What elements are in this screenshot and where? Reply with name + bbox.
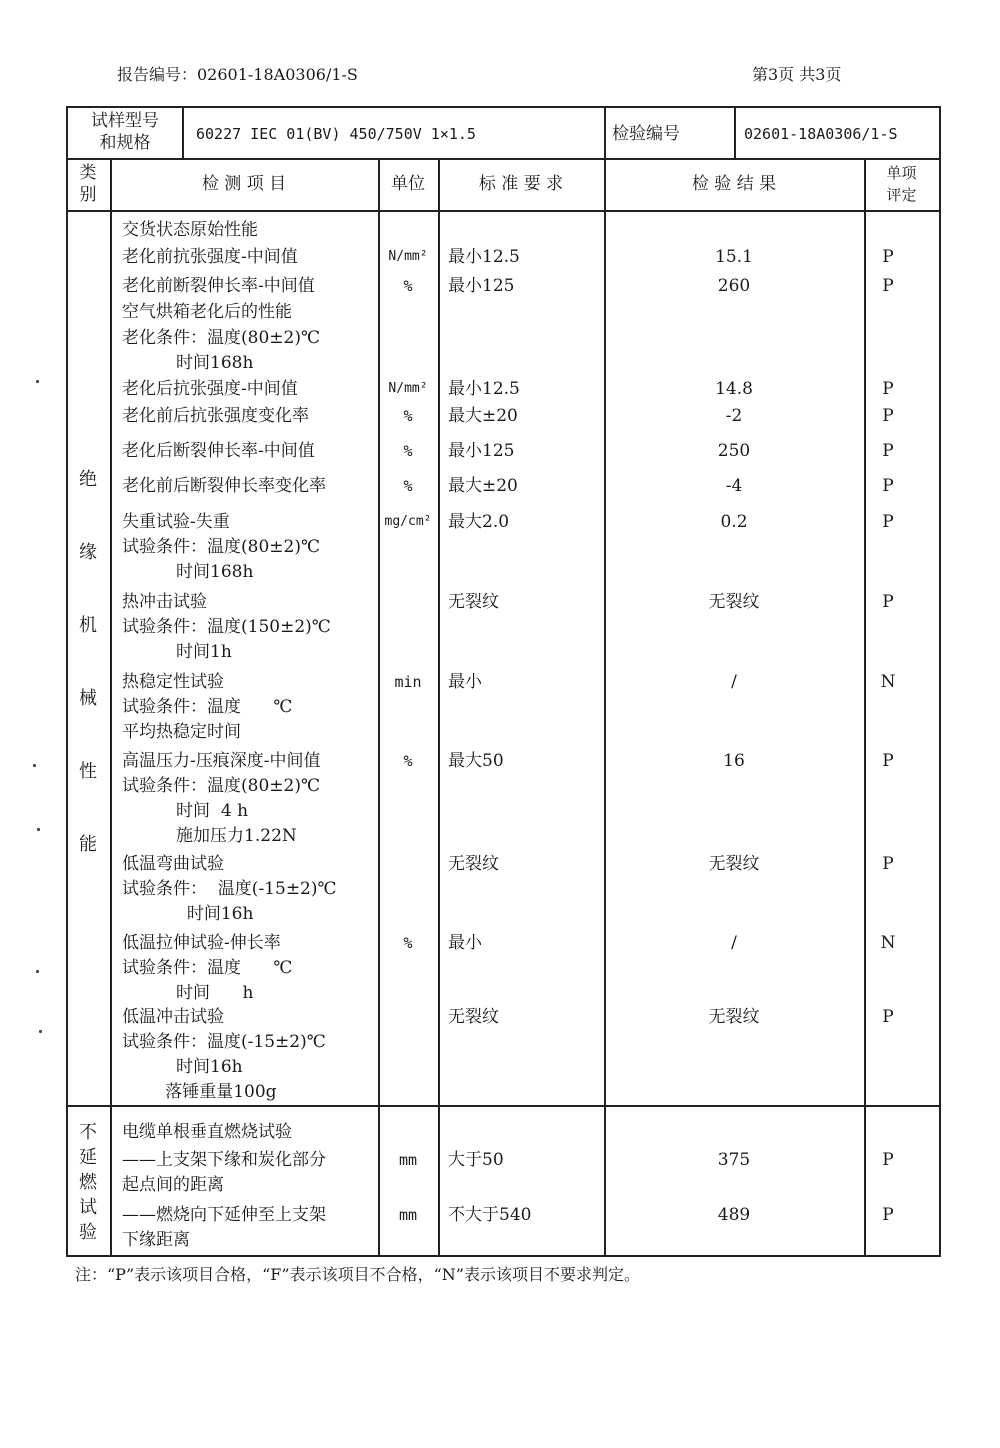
table-rule xyxy=(378,158,380,1255)
header-unit: 单位 xyxy=(391,174,425,194)
row-standard: 无裂纹 xyxy=(448,592,499,612)
row-item: ——上支架下缘和炭化部分 xyxy=(122,1150,326,1170)
row-result: 375 xyxy=(717,1150,751,1170)
table-rule xyxy=(864,158,866,1255)
row-standard: 最小125 xyxy=(448,441,515,461)
scan-speck xyxy=(39,1030,42,1033)
row-unit: % xyxy=(403,442,413,460)
row-item: 施加压力1.22N xyxy=(122,826,297,846)
row-result: / xyxy=(731,672,737,692)
row-unit: mm xyxy=(398,1151,418,1169)
row-item: 时间 h xyxy=(122,983,254,1003)
row-item: 时间 4 h xyxy=(122,801,249,821)
group-flame-retardant: 不 延 燃 试 验 xyxy=(79,1122,97,1243)
table-border-top xyxy=(66,106,939,108)
row-unit: mm xyxy=(398,1206,418,1224)
row-result: -2 xyxy=(725,406,743,426)
row-verdict: P xyxy=(882,276,894,296)
report-number: 报告编号：02601-18A0306/1-S xyxy=(117,65,358,84)
row-item: 试验条件：温度(150±2)℃ xyxy=(122,617,331,637)
row-item: 老化后断裂伸长率-中间值 xyxy=(122,441,315,461)
row-verdict: P xyxy=(882,1150,894,1170)
row-verdict: P xyxy=(882,751,894,771)
row-item: 平均热稳定时间 xyxy=(122,722,241,742)
row-result: / xyxy=(731,933,737,953)
row-standard: 大于50 xyxy=(448,1150,504,1170)
row-item: 空气烘箱老化后的性能 xyxy=(122,302,292,322)
note: 注：“P”表示该项目合格，“F”表示该项目不合格，“N”表示该项目不要求判定。 xyxy=(75,1265,640,1284)
table-border-bottom xyxy=(66,1255,939,1257)
row-item: 试验条件：温度 ℃ xyxy=(122,697,293,717)
header-verdict: 单项 评定 xyxy=(886,164,917,204)
row-standard: 最小12.5 xyxy=(448,247,520,267)
row-item: 下缘距离 xyxy=(122,1230,190,1250)
row-item: 老化前后断裂伸长率变化率 xyxy=(122,476,326,496)
row-result: 无裂纹 xyxy=(708,854,760,874)
group-insulation-mechanical: 绝 缘 机 械 性 能 xyxy=(79,469,97,855)
row-item: 时间168h xyxy=(122,353,254,373)
row-item: 老化条件：温度(80±2)℃ xyxy=(122,328,320,348)
row-result: 15.1 xyxy=(715,247,753,267)
row-item: 老化前断裂伸长率-中间值 xyxy=(122,276,315,296)
row-result: -4 xyxy=(725,476,743,496)
row-item: 热稳定性试验 xyxy=(122,672,224,692)
row-item: 试验条件： 温度(-15±2)℃ xyxy=(122,879,337,899)
row-verdict: P xyxy=(882,1205,894,1225)
row-item: 落锤重量100g xyxy=(122,1082,277,1102)
row-verdict: P xyxy=(882,854,894,874)
row-standard: 最大±20 xyxy=(448,406,518,426)
row-unit: % xyxy=(403,934,413,952)
row-item: 老化前抗张强度-中间值 xyxy=(122,247,298,267)
model-label: 试样型号 和规格 xyxy=(91,111,159,153)
table-rule xyxy=(182,106,184,158)
row-item: 电缆单根垂直燃烧试验 xyxy=(122,1122,292,1142)
page-indicator: 第3页 共3页 xyxy=(752,65,842,84)
row-standard: 最大±20 xyxy=(448,476,518,496)
row-result: 16 xyxy=(723,751,745,771)
row-unit: % xyxy=(403,407,413,425)
table-rule xyxy=(438,158,440,1255)
row-item: 时间168h xyxy=(122,562,254,582)
inspection-no-label: 检验编号 xyxy=(612,124,680,144)
row-standard: 不大于540 xyxy=(448,1205,532,1225)
row-result: 无裂纹 xyxy=(708,592,760,612)
table-rule xyxy=(66,210,939,212)
row-standard: 最小 xyxy=(448,672,482,692)
table-rule xyxy=(604,158,606,1255)
row-verdict: N xyxy=(880,672,896,692)
row-verdict: N xyxy=(880,933,896,953)
row-result: 0.2 xyxy=(720,512,748,532)
table-rule xyxy=(66,1105,939,1107)
row-item: 交货状态原始性能 xyxy=(122,220,258,240)
header-item: 检 测 项 目 xyxy=(201,174,287,194)
row-item: 老化前后抗张强度变化率 xyxy=(122,406,309,426)
row-item: 试验条件：温度(80±2)℃ xyxy=(122,537,320,557)
row-verdict: P xyxy=(882,247,894,267)
row-verdict: P xyxy=(882,406,894,426)
row-verdict: P xyxy=(882,476,894,496)
header-standard: 标 准 要 求 xyxy=(478,174,564,194)
row-item: 试验条件：温度(-15±2)℃ xyxy=(122,1032,326,1052)
scan-speck xyxy=(36,970,39,973)
row-unit: % xyxy=(403,277,413,295)
row-standard: 最大2.0 xyxy=(448,512,510,532)
table-rule xyxy=(604,106,606,158)
row-verdict: P xyxy=(882,592,894,612)
row-unit: % xyxy=(403,477,413,495)
row-verdict: P xyxy=(882,441,894,461)
row-result: 489 xyxy=(717,1205,751,1225)
header-result: 检 验 结 果 xyxy=(691,174,777,194)
row-standard: 最小12.5 xyxy=(448,379,520,399)
row-item: 低温弯曲试验 xyxy=(122,854,224,874)
row-item: 热冲击试验 xyxy=(122,592,207,612)
row-item: 时间16h xyxy=(122,904,254,924)
row-verdict: P xyxy=(882,512,894,532)
inspection-no-value: 02601-18A0306/1-S xyxy=(744,125,898,143)
table-rule xyxy=(66,158,939,160)
row-item: 起点间的距离 xyxy=(122,1175,224,1195)
scan-speck xyxy=(33,764,36,767)
scan-speck xyxy=(37,828,40,831)
row-item: 时间16h xyxy=(122,1057,243,1077)
row-item: 失重试验-失重 xyxy=(122,512,230,532)
row-item: 试验条件：温度 ℃ xyxy=(122,958,293,978)
row-item: 试验条件：温度(80±2)℃ xyxy=(122,776,320,796)
row-unit: % xyxy=(403,752,413,770)
row-item: 低温拉伸试验-伸长率 xyxy=(122,933,281,953)
row-standard: 无裂纹 xyxy=(448,854,499,874)
row-item: 老化后抗张强度-中间值 xyxy=(122,379,298,399)
header-category: 类 别 xyxy=(79,163,97,205)
row-item: 时间1h xyxy=(122,642,232,662)
row-item: 低温冲击试验 xyxy=(122,1007,224,1027)
row-item: 高温压力-压痕深度-中间值 xyxy=(122,751,321,771)
table-rule xyxy=(734,106,736,158)
row-verdict: P xyxy=(882,379,894,399)
row-verdict: P xyxy=(882,1007,894,1027)
row-standard: 最大50 xyxy=(448,751,504,771)
row-standard: 最小125 xyxy=(448,276,515,296)
row-result: 250 xyxy=(717,441,751,461)
row-unit: N/mm² xyxy=(388,249,428,264)
row-unit: min xyxy=(394,673,422,691)
row-result: 14.8 xyxy=(715,379,753,399)
row-unit: N/mm² xyxy=(388,381,428,396)
table-border-right xyxy=(939,106,941,1257)
row-standard: 最小 xyxy=(448,933,482,953)
row-standard: 无裂纹 xyxy=(448,1007,499,1027)
scan-speck xyxy=(36,380,39,383)
row-result: 无裂纹 xyxy=(708,1007,760,1027)
table-rule xyxy=(110,158,112,1255)
row-unit: mg/cm² xyxy=(384,514,432,529)
row-item: ——燃烧向下延伸至上支架 xyxy=(122,1205,326,1225)
row-result: 260 xyxy=(717,276,751,296)
model-value: 60227 IEC 01(BV) 450/750V 1×1.5 xyxy=(196,125,476,143)
